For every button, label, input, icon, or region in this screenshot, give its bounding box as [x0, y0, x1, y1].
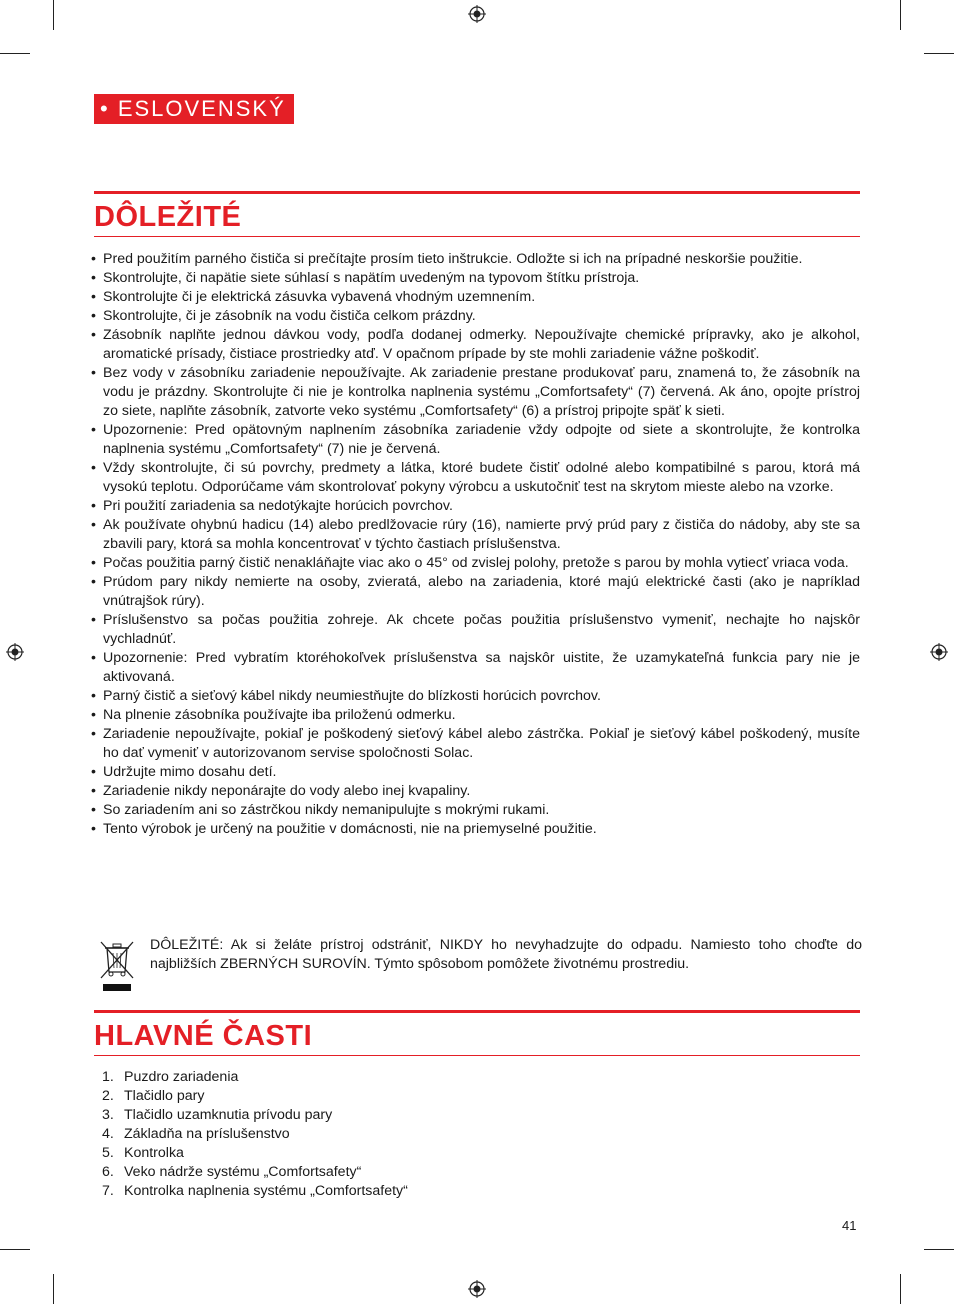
registration-mark-icon: [468, 5, 486, 23]
part-label: Tlačidlo uzamknutia prívodu pary: [124, 1107, 333, 1123]
crop-mark: [53, 0, 54, 30]
part-label: Základňa na príslušenstvo: [124, 1126, 290, 1142]
part-item: [102, 1125, 408, 1144]
part-number: 1.: [102, 1069, 114, 1085]
part-item: [102, 1144, 408, 1163]
list-item: • Vždy skontrolujte, či sú povrchy, predmety a látka, ktoré budete čistiť odolné alebo kompatibilné s parou, ktorá má vysokú teplotu. Odporúčame vám skontrolovať pokyny výrobcu a uskutočniť test na skrytom mieste alebo na vzorke.: [90, 459, 860, 497]
part-label: Veko nádrže systému „Comfortsafety“: [124, 1164, 362, 1180]
important-section-header: [94, 191, 860, 237]
part-number: 2.: [102, 1088, 114, 1104]
list-item: • Zásobník naplňte jednou dávkou vody, podľa dodanej odmerky. Nepoužívajte chemické prípravky, ako je alkohol, aromatické prísady, čistiace prostriedky atď. V opačnom prípade by ste mohli zariadenie vážne poškodiť.: [90, 326, 860, 364]
part-number: 3.: [102, 1107, 114, 1123]
part-item: [102, 1182, 408, 1201]
registration-mark-icon: [930, 643, 948, 661]
list-item: • Pred použitím parného čističa si prečítajte prosím tieto inštrukcie. Odložte si ich na prípadné neskoršie použitie.: [90, 250, 860, 269]
crop-mark: [900, 0, 901, 30]
part-number: 5.: [102, 1145, 114, 1161]
list-item: • Tento výrobok je určený na použitie v domácnosti, nie na priemyselné použitie.: [90, 820, 860, 839]
crop-mark: [924, 1249, 954, 1250]
list-item: • So zariadením ani so zástrčkou nikdy nemanipulujte s mokrými rukami.: [90, 801, 860, 820]
parts-section-header: [94, 1010, 860, 1056]
part-number: 6.: [102, 1164, 114, 1180]
part-number: 4.: [102, 1126, 114, 1142]
crop-mark: [53, 1274, 54, 1304]
important-list: [90, 250, 860, 839]
list-item: • Skontrolujte, či napätie siete súhlasí s napätím uvedeným na typovom štítku prístroja.: [90, 269, 860, 288]
part-label: Puzdro zariadenia: [124, 1069, 239, 1085]
language-badge: • ESLOVENSKÝ: [94, 94, 294, 124]
registration-mark-icon: [468, 1280, 486, 1298]
list-item: • Ak používate ohybnú hadicu (14) alebo predlžovacie rúry (16), namierte prvý prúd pary z čističa do nádoby, aby ste sa zbavili pary, ktorá sa mohla koncentrovať v týchto častiach príslušenstva.: [90, 516, 860, 554]
parts-section-title: HLAVNÉ ČASTI: [94, 1020, 313, 1052]
part-label: Kontrolka naplnenia systému „Comfortsafety“: [124, 1183, 408, 1199]
weee-disposal-notice: DÔLEŽITÉ: Ak si želáte prístroj odstrániť, NIKDY ho nevyhadzujte do odpadu. Namiesto toho choďte do najbližších ZBERNÝCH SUROVÍN. Týmto spôsobom pomôžete životnému prostrediu.: [150, 937, 862, 972]
list-item: • Skontrolujte, či je zásobník na vodu čističa celkom prázdny.: [90, 307, 860, 326]
part-item: [102, 1068, 408, 1087]
important-section-title: DÔLEŽITÉ: [94, 201, 242, 233]
crop-mark: [900, 1274, 901, 1304]
list-item: • Počas použitia parný čistič nenakláňajte viac ako o 45° od zvislej polohy, pretože s parou by mohla vytiecť vriaca voda.: [90, 554, 860, 573]
part-item: [102, 1163, 408, 1182]
page-number: 41: [842, 1218, 857, 1233]
part-item: [102, 1087, 408, 1106]
part-number: 7.: [102, 1183, 114, 1199]
list-item: • Príslušenstvo sa počas použitia zohreje. Ak chcete počas použitia príslušenstvo vymeniť, nechajte ho najskôr vychladnúť.: [90, 611, 860, 649]
list-item: • Na plnenie zásobníka používajte iba priloženú odmerku.: [90, 706, 860, 725]
list-item: • Prúdom pary nikdy nemierte na osoby, zvieratá, alebo na zariadenia, ktoré majú elektrické časti (ako je napríklad vnútrajšok rúry).: [90, 573, 860, 611]
list-item: • Upozornenie: Pred vybratím ktoréhokoľvek príslušenstva sa najskôr uistite, že uzamykateľná funkcia pary nie je aktivovaná.: [90, 649, 860, 687]
list-item: • Udržujte mimo dosahu detí.: [90, 763, 860, 782]
list-item: • Zariadenie nepoužívajte, pokiaľ je poškodený sieťový kábel alebo zástrčka. Pokiaľ je sieťový kábel poškodený, musíte ho dať vymeniť v autorizovanom servise spoločnosti Solac.: [90, 725, 860, 763]
crossed-out-wheelie-bin-icon: [98, 938, 136, 992]
list-item: • Skontrolujte či je elektrická zásuvka vybavená vhodným uzemnením.: [90, 288, 860, 307]
parts-list: [102, 1068, 408, 1201]
part-label: Tlačidlo pary: [124, 1088, 205, 1104]
crop-mark: [0, 53, 30, 54]
list-item: • Upozornenie: Pred opätovným naplnením zásobníka zariadenie vždy odpojte od siete a skontrolujte, že kontrolka naplnenia systému „Comfortsafety“ (7) nie je červená.: [90, 421, 860, 459]
crop-mark: [924, 53, 954, 54]
list-item: • Zariadenie nikdy neponárajte do vody alebo inej kvapaliny.: [90, 782, 860, 801]
list-item: • Bez vody v zásobníku zariadenie nepoužívajte. Ak zariadenie prestane produkovať paru, znamená to, že zásobník na vodu je prázdny. Skontrolujte či nie je kontrolka naplnenia systému „Comfortsafety“ (7) červená. Ak áno, opojte prístroj zo siete, naplňte zásobník, zatvorte veko systému „Comfortsafety“ (6) a prístroj pripojte späť k sieti.: [90, 364, 860, 421]
list-item: • Pri použití zariadenia sa nedotýkajte horúcich povrchov.: [90, 497, 860, 516]
list-item: • Parný čistič a sieťový kábel nikdy neumiestňujte do blízkosti horúcich povrchov.: [90, 687, 860, 706]
crop-mark: [0, 1249, 30, 1250]
part-item: [102, 1106, 408, 1125]
part-label: Kontrolka: [124, 1145, 184, 1161]
registration-mark-icon: [6, 643, 24, 661]
